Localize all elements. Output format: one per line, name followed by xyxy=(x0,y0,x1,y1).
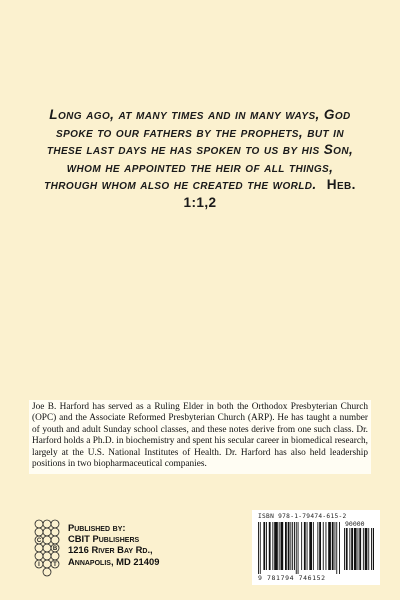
scripture-quote xyxy=(40,106,360,212)
barcode-bar xyxy=(349,528,350,570)
barcode-bar xyxy=(326,522,327,570)
barcode-bar xyxy=(335,522,336,570)
barcode-bar xyxy=(373,528,374,570)
barcode-bar xyxy=(317,522,318,570)
barcode-bar xyxy=(332,522,334,570)
isbn-barcode xyxy=(252,510,380,585)
barcode-bar xyxy=(351,528,353,570)
barcode-bar xyxy=(298,522,299,574)
publisher-address xyxy=(68,522,159,567)
addon-barcode-bars xyxy=(344,528,374,574)
quote-reference: Heb. 1:1,2 xyxy=(183,177,356,210)
publisher-logo xyxy=(32,518,62,578)
logo-letter-i: I xyxy=(38,562,40,568)
barcode-bar xyxy=(368,528,369,570)
publisher-city: Annapolis, MD 21409 xyxy=(68,555,160,567)
barcode-bar xyxy=(363,528,364,570)
barcode-bar xyxy=(281,522,284,570)
barcode-bar xyxy=(290,522,291,570)
logo-letter-c: C xyxy=(36,538,42,544)
ean-number: 9 781794 746152 xyxy=(258,574,326,582)
barcode-bar xyxy=(258,522,259,574)
barcode-bar xyxy=(328,522,331,570)
barcode-bar xyxy=(294,522,295,570)
price-code: 90000 xyxy=(345,520,365,528)
barcode-bar xyxy=(272,522,273,570)
barcode-bar xyxy=(365,528,368,570)
author-bio: Joe B. Harford has served as a Ruling Elder in both the Orthodox Presbyterian Church (OPC) and the Associate Reformed Presbyterian Church (ARP). He has taught a number of youth and adult Sunday school classes, and these notes derive from one such class. Dr. Harford holds a Ph.D. in biochemistry and spent his secular career in biomedical research, largely at the U.S. National Institutes of Health. Dr. Harford has also held leadership positions in two biopharmaceutical companies. xyxy=(29,400,371,474)
barcode-bar xyxy=(309,522,312,570)
barcode-bar xyxy=(354,528,357,570)
barcode-bar xyxy=(296,522,297,574)
ean-barcode-bars xyxy=(258,522,342,574)
isbn-label: ISBN 978-1-79474-615-2 xyxy=(258,513,347,520)
barcode-bar xyxy=(304,522,306,570)
publisher-block xyxy=(32,518,242,580)
barcode-bar xyxy=(269,522,271,570)
barcode-bar xyxy=(336,522,337,574)
logo-letter-b: B xyxy=(52,546,58,552)
barcode-bar xyxy=(346,528,348,570)
barcode-bar xyxy=(260,522,261,574)
publisher-label: Published by: xyxy=(68,522,126,533)
logo-letter-t: T xyxy=(53,562,57,568)
barcode-bar xyxy=(266,522,267,570)
barcode-bar xyxy=(307,522,308,570)
barcode-bar xyxy=(274,522,278,570)
barcode-bar xyxy=(344,528,345,570)
barcode-bar xyxy=(279,522,280,570)
barcode-bar xyxy=(339,522,340,574)
barcode-bar xyxy=(323,522,324,570)
barcode-bar xyxy=(285,522,287,570)
publisher-name: CBIT Publishers xyxy=(68,533,140,545)
barcode-bar xyxy=(301,522,302,570)
barcode-bar xyxy=(288,522,290,570)
publisher-street: 1216 River Bay Rd., xyxy=(68,544,153,556)
barcode-bar xyxy=(319,522,321,570)
barcode-bar xyxy=(313,522,314,570)
barcode-bar xyxy=(371,528,372,570)
quote-text: Long ago, at many times and in many ways, God spoke to our fathers by the prophets, but in these last days he has spoken to us by his Son, whom he appointed the heir of all things, through whom also he created the world. xyxy=(44,107,354,193)
barcode-bar xyxy=(292,522,293,570)
barcode-bar xyxy=(263,522,265,570)
barcode-bar xyxy=(358,528,359,570)
barcode-bar xyxy=(359,528,361,570)
